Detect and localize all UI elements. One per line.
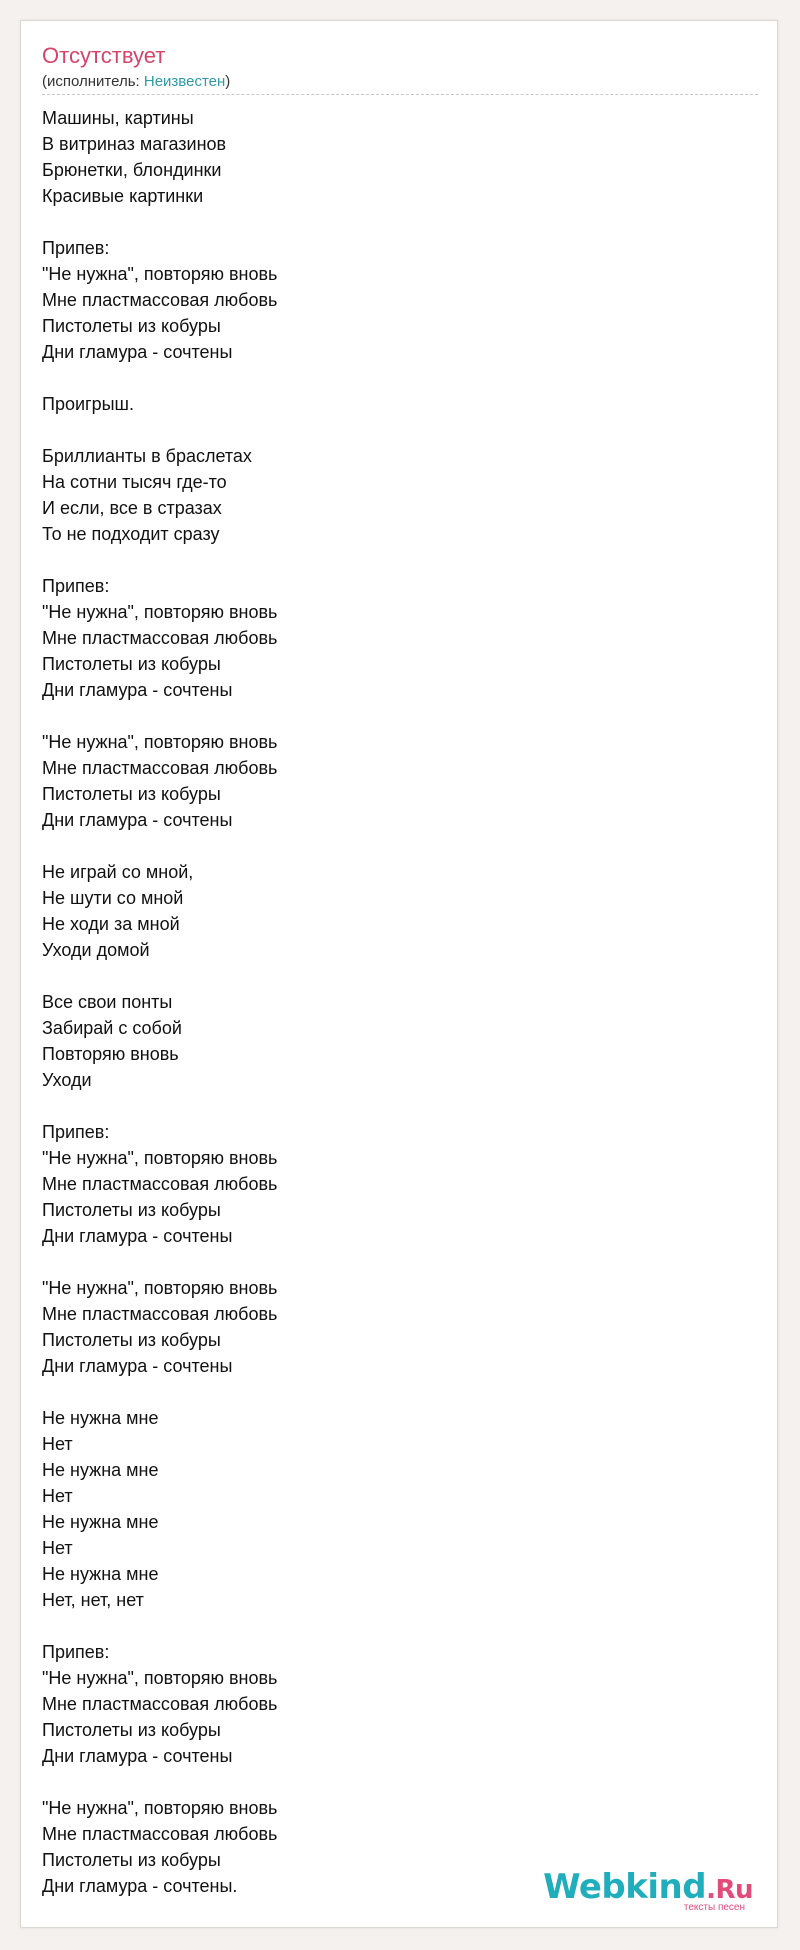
- lyric-blank-line: [42, 833, 742, 859]
- lyric-blank-line: [42, 547, 742, 573]
- lyric-line: Пистолеты из кобуры: [42, 316, 221, 336]
- lyric-line: Красивые картинки: [42, 186, 204, 206]
- lyric-line: "Не нужна", повторяю вновь: [42, 1668, 278, 1688]
- song-title: Отсутствует: [42, 43, 166, 68]
- lyric-line: Припев:: [42, 1122, 110, 1142]
- lyric-blank-line: [42, 1249, 742, 1275]
- lyric-line: Пистолеты из кобуры: [42, 654, 221, 674]
- lyric-line: Нет: [42, 1538, 73, 1558]
- lyric-line: Дни гламура - сочтены.: [42, 1876, 238, 1896]
- lyric-line: Пистолеты из кобуры: [42, 1850, 221, 1870]
- lyric-line: Брюнетки, блондинки: [42, 160, 222, 180]
- lyric-line: Машины, картины: [42, 108, 194, 128]
- logo-domain: .Ru: [706, 1875, 753, 1905]
- lyric-blank-line: [42, 365, 742, 391]
- lyric-line: Нет, нет, нет: [42, 1590, 144, 1610]
- lyric-line: Пистолеты из кобуры: [42, 1330, 221, 1350]
- lyric-line: Мне пластмассовая любовь: [42, 1174, 278, 1194]
- lyrics-body: [42, 105, 742, 1899]
- lyric-line: Пистолеты из кобуры: [42, 1200, 221, 1220]
- lyric-blank-line: [42, 1093, 742, 1119]
- lyric-line: Уходи: [42, 1070, 92, 1090]
- lyrics-card: [20, 20, 778, 1928]
- lyric-blank-line: [42, 703, 742, 729]
- lyric-line: Все свои понты: [42, 992, 173, 1012]
- site-logo[interactable]: [543, 1867, 753, 1913]
- lyric-blank-line: [42, 1769, 742, 1795]
- lyric-line: Мне пластмассовая любовь: [42, 1824, 278, 1844]
- lyric-line: Мне пластмассовая любовь: [42, 1694, 278, 1714]
- lyric-line: Забирай с собой: [42, 1018, 182, 1038]
- lyric-line: Припев:: [42, 238, 110, 258]
- lyric-line: Дни гламура - сочтены: [42, 680, 233, 700]
- lyric-line: Дни гламура - сочтены: [42, 1356, 233, 1376]
- lyric-line: Пистолеты из кобуры: [42, 784, 221, 804]
- lyric-line: Нет: [42, 1486, 73, 1506]
- artist-line: [42, 73, 230, 91]
- lyric-blank-line: [42, 963, 742, 989]
- lyric-line: Мне пластмассовая любовь: [42, 290, 278, 310]
- lyric-line: Бриллианты в браслетах: [42, 446, 252, 466]
- lyric-line: Не нужна мне: [42, 1512, 159, 1532]
- logo-subtitle: тексты песен: [683, 1902, 745, 1913]
- lyric-line: "Не нужна", повторяю вновь: [42, 264, 278, 284]
- lyric-blank-line: [42, 1613, 742, 1639]
- lyric-line: Дни гламура - сочтены: [42, 1746, 233, 1766]
- lyric-line: Не нужна мне: [42, 1460, 159, 1480]
- lyric-line: И если, все в стразах: [42, 498, 222, 518]
- lyric-line: На сотни тысяч где-то: [42, 472, 227, 492]
- artist-prefix: (исполнитель:: [42, 73, 144, 90]
- lyric-line: Дни гламура - сочтены: [42, 810, 233, 830]
- lyric-line: Повторяю вновь: [42, 1044, 179, 1064]
- lyric-line: Проигрыш.: [42, 394, 134, 414]
- lyric-line: Нет: [42, 1434, 73, 1454]
- lyric-line: "Не нужна", повторяю вновь: [42, 1278, 278, 1298]
- lyric-blank-line: [42, 209, 742, 235]
- lyric-line: Уходи домой: [42, 940, 150, 960]
- lyric-line: Не шути со мной: [42, 888, 184, 908]
- logo-name: Webkind: [543, 1867, 707, 1907]
- artist-suffix: ): [225, 73, 231, 90]
- lyric-line: В витриназ магазинов: [42, 134, 227, 154]
- lyric-line: Мне пластмассовая любовь: [42, 1304, 278, 1324]
- lyric-line: Припев:: [42, 1642, 110, 1662]
- lyric-line: Не играй со мной,: [42, 862, 194, 882]
- lyric-line: Дни гламура - сочтены: [42, 1226, 233, 1246]
- artist-link[interactable]: Неизвестен: [143, 73, 226, 90]
- lyric-line: Мне пластмассовая любовь: [42, 628, 278, 648]
- lyric-line: То не подходит сразу: [42, 524, 220, 544]
- lyric-line: "Не нужна", повторяю вновь: [42, 602, 278, 622]
- lyric-line: Не нужна мне: [42, 1564, 159, 1584]
- lyric-line: Не нужна мне: [42, 1408, 159, 1428]
- lyric-line: Мне пластмассовая любовь: [42, 758, 278, 778]
- lyric-line: Не ходи за мной: [42, 914, 180, 934]
- lyric-line: Дни гламура - сочтены: [42, 342, 233, 362]
- lyric-blank-line: [42, 417, 742, 443]
- title-divider: [42, 94, 758, 95]
- lyric-line: "Не нужна", повторяю вновь: [42, 1798, 278, 1818]
- lyric-line: Пистолеты из кобуры: [42, 1720, 221, 1740]
- lyric-blank-line: [42, 1379, 742, 1405]
- lyric-line: "Не нужна", повторяю вновь: [42, 1148, 278, 1168]
- lyric-line: "Не нужна", повторяю вновь: [42, 732, 278, 752]
- lyric-line: Припев:: [42, 576, 110, 596]
